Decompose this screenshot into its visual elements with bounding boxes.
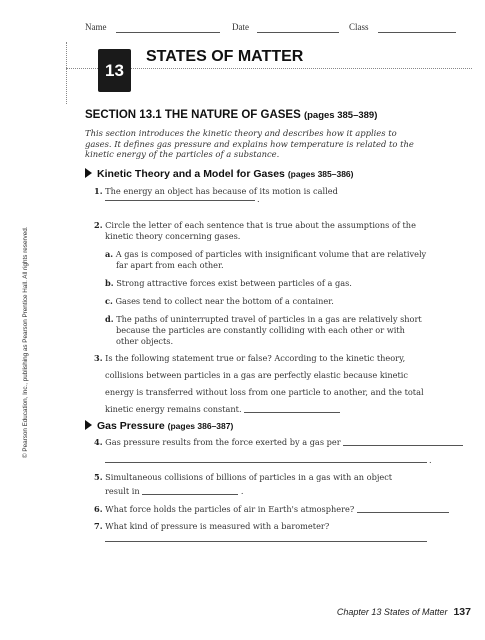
- question-3: [94, 353, 405, 364]
- question-text-cont: collisions between particles in a gas are perfectly elastic because kinetic: [105, 370, 409, 380]
- answer-blank-4b[interactable]: [105, 462, 427, 463]
- question-text-cont: result in: [105, 486, 140, 496]
- question-number: 5.: [94, 472, 103, 482]
- section-pages: (pages 385–389): [303, 110, 378, 121]
- option-text-cont: other objects.: [116, 336, 174, 346]
- subsection-title: Kinetic Theory and a Model for Gases: [97, 168, 285, 180]
- question-6: [94, 504, 449, 515]
- answer-blank-7[interactable]: [105, 541, 427, 542]
- option-letter: d.: [105, 314, 114, 324]
- question-text: What kind of pressure is measured with a barometer?: [105, 521, 330, 531]
- question-text: Simultaneous collisions of billions of particles in a gas with an object: [105, 472, 393, 482]
- question-text: Is the following statement true or false? According to the kinetic theory,: [105, 353, 406, 363]
- answer-blank-4a[interactable]: [343, 437, 463, 446]
- class-label: Class: [349, 22, 369, 32]
- option-letter: b.: [105, 278, 114, 288]
- option-2a[interactable]: [105, 249, 426, 260]
- question-5-line-2: [105, 486, 243, 497]
- question-text: The energy an object has because of its motion is called: [105, 186, 338, 196]
- question-number: 3.: [94, 353, 103, 363]
- question-number: 2.: [94, 220, 103, 230]
- option-letter: c.: [105, 296, 113, 306]
- question-text-cont: energy is transferred without loss from one particle to another, and the total: [105, 387, 424, 397]
- answer-blank-5[interactable]: [142, 486, 238, 495]
- arrow-right-icon: [85, 168, 92, 178]
- option-text: Strong attractive forces exist between particles of a gas.: [116, 278, 352, 288]
- question-1: [94, 186, 338, 197]
- option-2d[interactable]: [105, 314, 422, 325]
- option-text: The paths of uninterrupted travel of particles in a gas are relatively short: [116, 314, 422, 324]
- option-2b[interactable]: [105, 278, 352, 289]
- question-text: Gas pressure results from the force exerted by a gas per: [105, 437, 341, 447]
- question-number: 7.: [94, 521, 103, 531]
- option-letter: a.: [105, 249, 114, 259]
- date-field[interactable]: [257, 32, 339, 33]
- arrow-right-icon: [85, 420, 92, 430]
- option-text: Gases tend to collect near the bottom of a container.: [115, 296, 334, 306]
- name-field[interactable]: [116, 32, 220, 33]
- footer-chapter-label: Chapter 13 States of Matter: [336, 607, 448, 617]
- date-label: Date: [232, 22, 249, 32]
- section-heading: [85, 109, 377, 121]
- question-5: [94, 472, 392, 483]
- question-number: 6.: [94, 504, 103, 514]
- subsection-pages: (pages 386–387): [167, 421, 234, 431]
- question-2: [94, 220, 416, 231]
- name-label: Name: [85, 22, 107, 32]
- page-footer: [337, 606, 471, 618]
- option-text-cont: far apart from each other.: [116, 260, 224, 270]
- answer-blank-1[interactable]: [105, 200, 255, 201]
- question-3-last-line: [105, 404, 340, 415]
- question-text-cont: kinetic energy remains constant.: [105, 404, 242, 414]
- chapter-number: 13: [105, 60, 124, 80]
- class-field[interactable]: [378, 32, 456, 33]
- question-text-cont: kinetic theory concerning gases.: [105, 231, 241, 241]
- question-number: 1.: [94, 186, 103, 196]
- subsection-pages: (pages 385–386): [287, 169, 354, 179]
- question-text: Circle the letter of each sentence that is true about the assumptions of the: [105, 220, 416, 230]
- dotted-rule-vertical: [66, 42, 67, 104]
- option-text-cont: because the particles are constantly colliding with each other or with: [116, 325, 405, 335]
- chapter-number-badge: [98, 49, 131, 92]
- answer-blank-6[interactable]: [357, 504, 449, 513]
- subsection-title: Gas Pressure: [97, 420, 165, 432]
- copyright-sidebar: © Pearson Education, Inc., publishing as Pearson Prentice Hall. All rights reserved.: [22, 226, 29, 458]
- section-intro: This section introduces the kinetic theory and describes how it applies to gases. It defines gas pressure and explains how temperature is related to the kinetic energy of the particles of a substance.: [85, 128, 414, 160]
- question-7: [94, 521, 329, 532]
- question-4: [94, 437, 463, 448]
- subsection-kinetic-theory: [85, 168, 354, 180]
- period: .: [429, 455, 432, 465]
- option-2c[interactable]: [105, 296, 334, 307]
- section-title: SECTION 13.1 THE NATURE OF GASES: [85, 109, 301, 121]
- subsection-gas-pressure: [85, 420, 233, 432]
- period: .: [257, 194, 260, 204]
- period: .: [240, 486, 244, 496]
- question-number: 4.: [94, 437, 103, 447]
- option-text: A gas is composed of particles with insignificant volume that are relatively: [115, 249, 427, 259]
- answer-blank-3[interactable]: [244, 404, 340, 413]
- question-text: What force holds the particles of air in Earth's atmosphere?: [105, 504, 355, 514]
- chapter-title: STATES OF MATTER: [146, 48, 304, 65]
- page-number: 137: [453, 606, 471, 618]
